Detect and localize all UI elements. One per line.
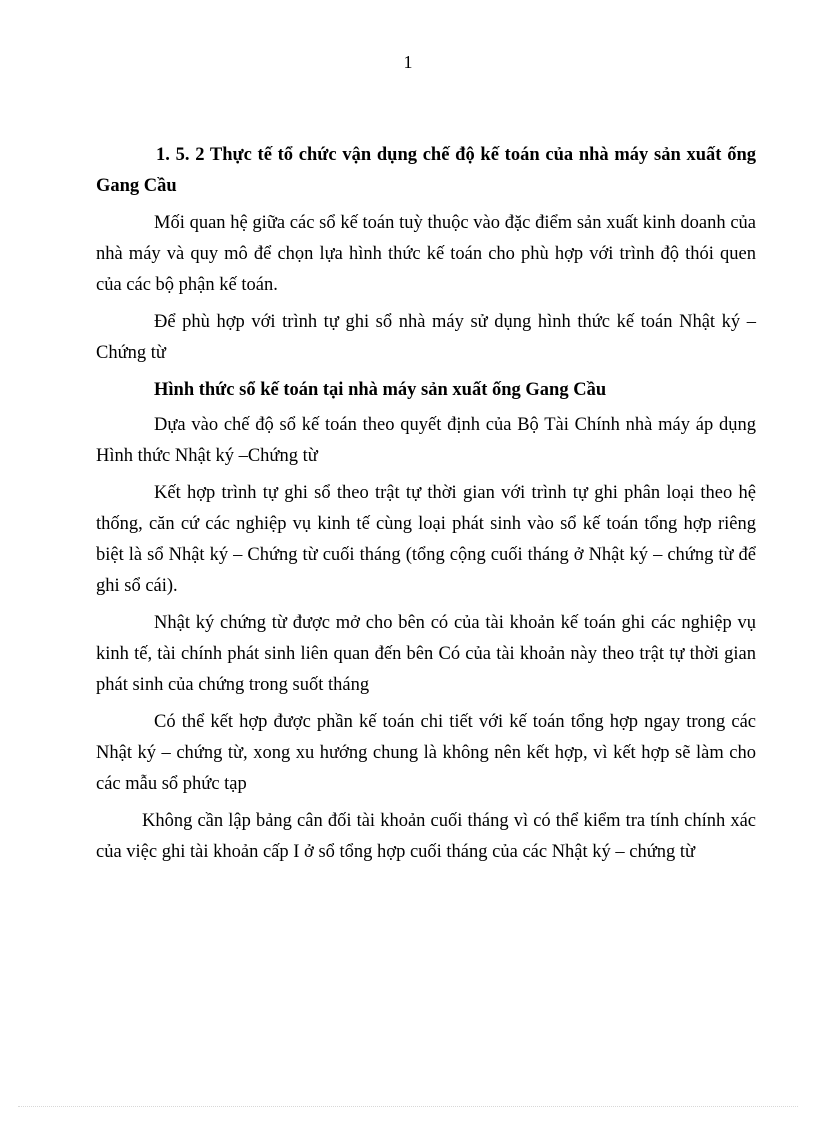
section-heading: 1. 5. 2 Thực tế tổ chức vận dụng chế độ kế toán của nhà máy sản xuất ống Gang Cầu: [96, 145, 756, 196]
paragraph-3: Dựa vào chế độ sổ kế toán theo quyết định của Bộ Tài Chính nhà máy áp dụng Hình thức Nhật ký –Chứng từ: [96, 415, 756, 466]
document-body: [96, 140, 756, 874]
paragraph-6: Có thể kết hợp được phần kế toán chi tiết với kế toán tổng hợp ngay trong các Nhật ký – chứng từ, xong xu hướng chung là không nên kết hợp, vì kết hợp sẽ làm cho các mẫu sổ phức tạp: [96, 712, 756, 794]
paragraph-1: Mối quan hệ giữa các sổ kế toán tuỳ thuộc vào đặc điểm sản xuất kinh doanh của nhà máy và quy mô để chọn lựa hình thức kế toán cho phù hợp với trình độ thói quen của các bộ phận kế toán.: [96, 213, 756, 295]
paragraph-2: Để phù hợp với trình tự ghi sổ nhà máy sử dụng hình thức kế toán Nhật ký – Chứng từ: [96, 312, 756, 363]
page-number: 1: [403, 52, 413, 72]
page-bottom-divider: [18, 1106, 798, 1107]
paragraph-5: Nhật ký chứng từ được mở cho bên có của tài khoản kế toán ghi các nghiệp vụ kinh tế, tài chính phát sinh liên quan đến bên Có của tài khoản này theo trật tự thời gian phát sinh của chứng trong suốt tháng: [96, 613, 756, 695]
paragraph-7: Không cần lập bảng cân đối tài khoản cuối tháng vì có thể kiểm tra tính chính xác của việc ghi tài khoản cấp I ở sổ tổng hợp cuối tháng của các Nhật ký – chứng từ: [96, 811, 756, 862]
paragraph-4: Kết hợp trình tự ghi sổ theo trật tự thời gian với trình tự ghi phân loại theo hệ thống, căn cứ các nghiệp vụ kinh tế cùng loại phát sinh vào sổ kế toán tổng hợp riêng biệt là sổ Nhật ký – Chứng từ cuối tháng (tổng cộng cuối tháng ở Nhật ký – chứng từ để ghi sổ cái).: [96, 483, 756, 596]
subsection-heading: Hình thức sổ kế toán tại nhà máy sản xuất ống Gang Cầu: [154, 380, 607, 400]
